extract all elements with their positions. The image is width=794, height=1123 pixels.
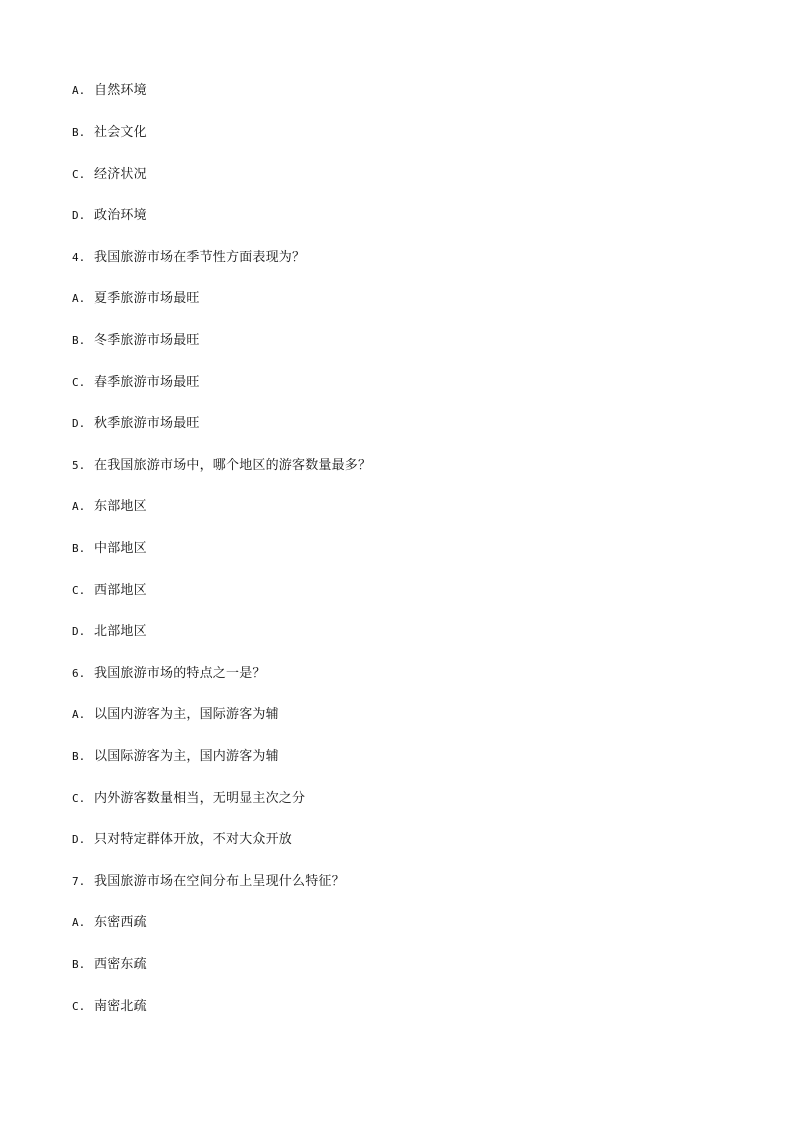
question-number: 7.	[72, 875, 86, 888]
option-label: A.	[72, 916, 86, 929]
option-line	[72, 705, 279, 725]
option-line	[72, 123, 147, 143]
option-line	[72, 206, 147, 226]
option-label: C.	[72, 792, 86, 805]
option-label: B.	[72, 542, 86, 555]
option-text: 中部地区	[94, 541, 147, 556]
question-text: 我国旅游市场的特点之一是？	[94, 666, 266, 681]
question-number: 5.	[72, 459, 86, 472]
option-text: 经济状况	[94, 167, 147, 182]
option-text: 西部地区	[94, 583, 147, 598]
option-label: A.	[72, 500, 86, 513]
option-line	[72, 289, 200, 309]
option-text: 内外游客数量相当，无明显主次之分	[94, 791, 306, 806]
option-text: 以国内游客为主，国际游客为辅	[94, 707, 279, 722]
question-line	[72, 456, 371, 476]
option-line	[72, 830, 292, 850]
option-line	[72, 955, 147, 975]
option-text: 东部地区	[94, 499, 147, 514]
option-line	[72, 622, 147, 642]
option-label: A.	[72, 292, 86, 305]
option-label: D.	[72, 625, 86, 638]
option-label: D.	[72, 833, 86, 846]
option-text: 冬季旅游市场最旺	[94, 333, 200, 348]
question-text: 我国旅游市场在季节性方面表现为？	[94, 250, 306, 265]
question-number: 4.	[72, 251, 86, 264]
option-line	[72, 997, 147, 1017]
question-text: 我国旅游市场在空间分布上呈现什么特征？	[94, 874, 345, 889]
option-label: C.	[72, 584, 86, 597]
option-text: 夏季旅游市场最旺	[94, 291, 200, 306]
question-text: 在我国旅游市场中，哪个地区的游客数量最多？	[94, 458, 372, 473]
option-line	[72, 747, 279, 767]
option-text: 社会文化	[94, 125, 147, 140]
option-line	[72, 81, 147, 101]
option-line	[72, 789, 305, 809]
option-line	[72, 165, 147, 185]
option-label: B.	[72, 126, 86, 139]
option-text: 自然环境	[94, 83, 147, 98]
option-text: 政治环境	[94, 208, 147, 223]
option-label: C.	[72, 376, 86, 389]
option-label: B.	[72, 334, 86, 347]
question-line	[72, 664, 266, 684]
option-label: A.	[72, 708, 86, 721]
option-text: 以国际游客为主，国内游客为辅	[94, 749, 279, 764]
question-number: 6.	[72, 667, 86, 680]
option-line	[72, 331, 200, 351]
question-line	[72, 872, 345, 892]
option-label: B.	[72, 958, 86, 971]
option-line	[72, 539, 147, 559]
option-text: 只对特定群体开放，不对大众开放	[94, 832, 293, 847]
option-label: D.	[72, 417, 86, 430]
question-line	[72, 248, 305, 268]
option-text: 秋季旅游市场最旺	[94, 416, 200, 431]
option-line	[72, 373, 200, 393]
option-text: 西密东疏	[94, 957, 147, 972]
option-line	[72, 581, 147, 601]
option-line	[72, 497, 147, 517]
option-label: D.	[72, 209, 86, 222]
option-line	[72, 913, 147, 933]
option-text: 北部地区	[94, 624, 147, 639]
option-label: B.	[72, 750, 86, 763]
option-text: 南密北疏	[94, 999, 147, 1014]
option-label: C.	[72, 1000, 86, 1013]
option-label: A.	[72, 84, 86, 97]
option-label: C.	[72, 168, 86, 181]
option-text: 东密西疏	[94, 915, 147, 930]
option-text: 春季旅游市场最旺	[94, 375, 200, 390]
option-line	[72, 414, 200, 434]
